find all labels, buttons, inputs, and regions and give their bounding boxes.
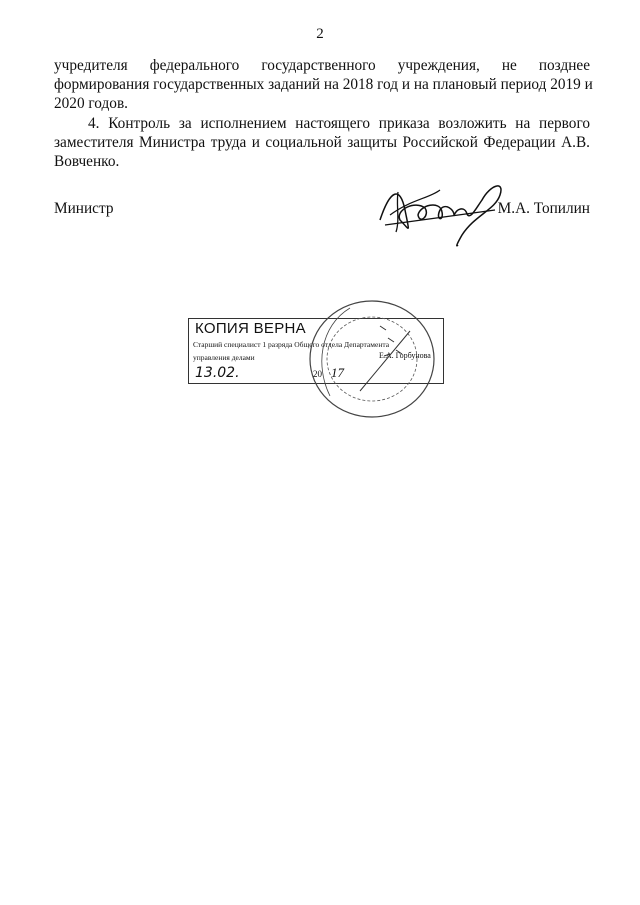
text-line: заместителя Министра труда и социальной защиты Российской Федерации А.В.	[54, 134, 590, 151]
stamp-title: КОПИЯ ВЕРНА	[195, 320, 306, 337]
stamp-date: 13.02.	[195, 365, 240, 381]
text-line: формирования государственных заданий на 2018 год и на плановый период 2019 и	[54, 76, 593, 93]
paragraph-item-4	[54, 114, 590, 171]
signatory-name: М.А. Топилин	[497, 200, 590, 217]
round-seal	[300, 296, 440, 426]
text-line: учредителя федерального государственного учреждения, не позднее	[54, 57, 590, 74]
stamp-signer: Е.А. Горбунова	[379, 351, 431, 360]
paragraph-continuation	[54, 56, 593, 113]
stamp-position: Старший специалист 1 разряда Общего отдела Департамента	[193, 340, 390, 349]
stamp-department: управления делами	[193, 353, 255, 362]
stamp-year-suffix: 17	[331, 365, 344, 380]
stamp-year-prefix: 20	[313, 369, 322, 379]
text-line: 2020 годов.	[54, 95, 128, 112]
text-line: Вовченко.	[54, 153, 120, 170]
page-number: 2	[316, 26, 324, 42]
handwritten-signature	[370, 170, 520, 250]
text-line: 4. Контроль за исполнением настоящего приказа возложить на первого	[88, 115, 590, 132]
signatory-title: Министр	[54, 200, 114, 217]
